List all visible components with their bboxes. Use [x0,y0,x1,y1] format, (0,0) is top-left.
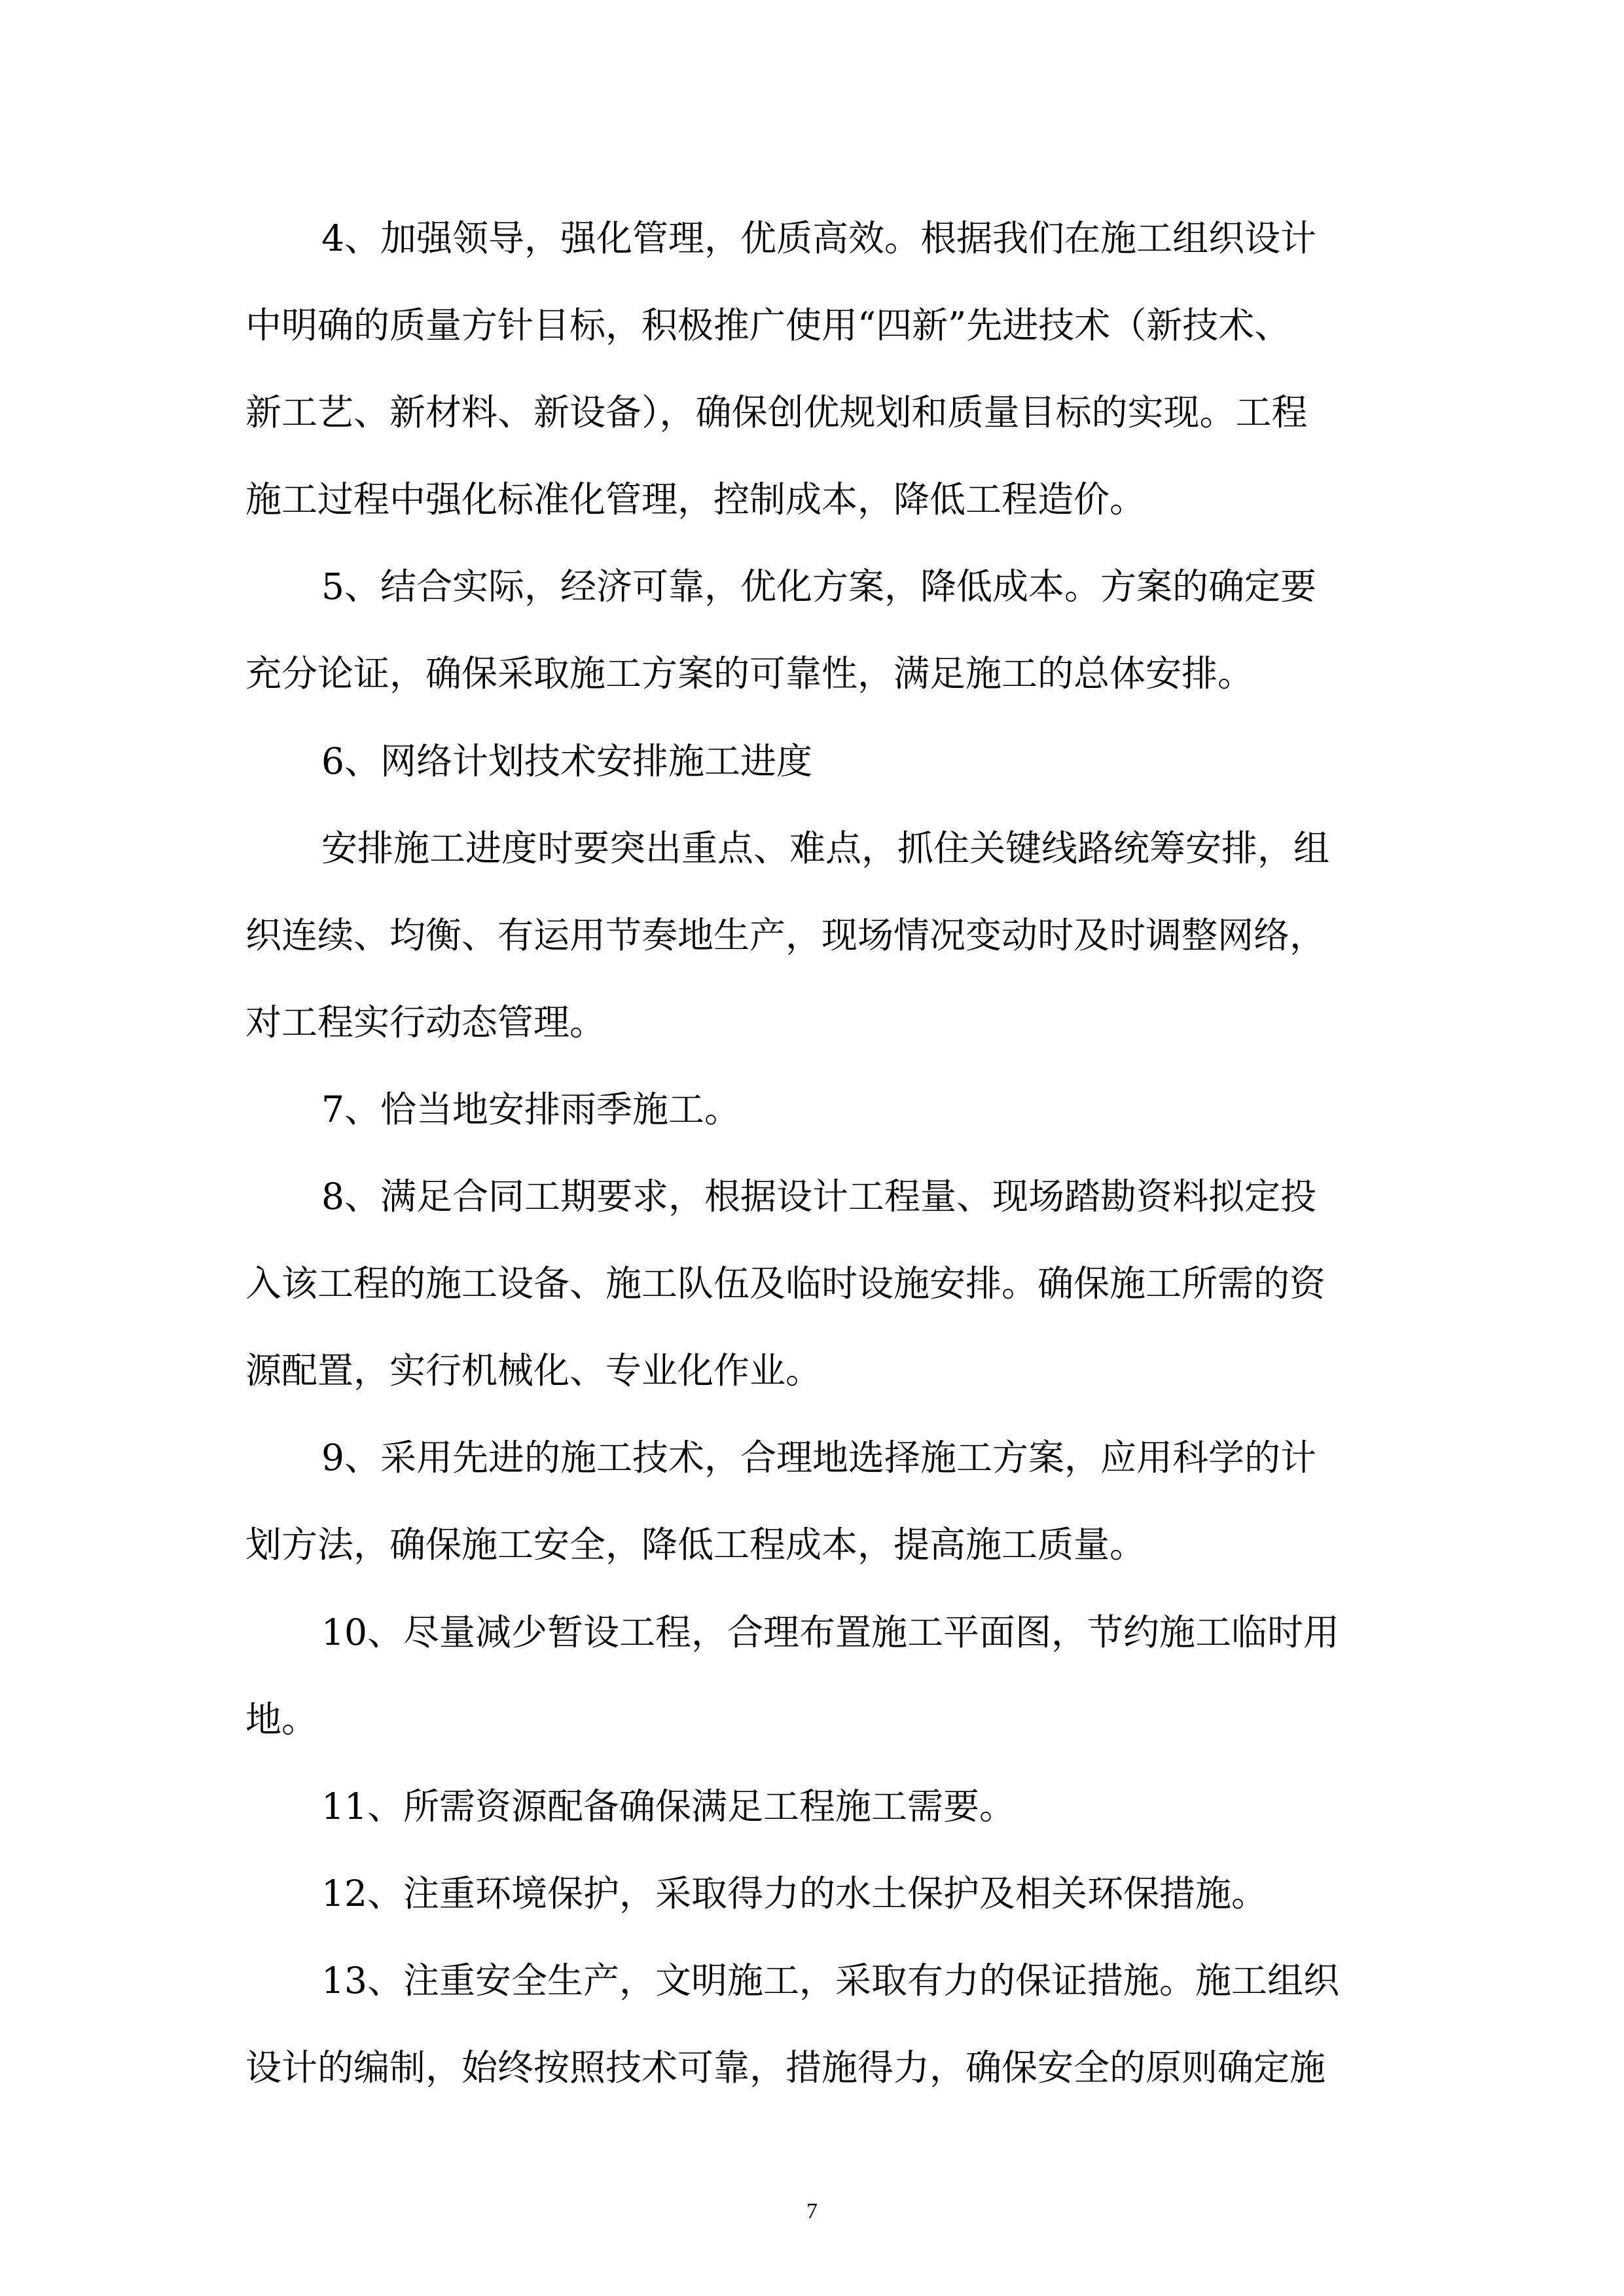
paragraph [245,1414,1384,1588]
paragraph [245,1763,1384,1850]
text-line: 织连续、均衡、有运用节奏地生产，现场情况变动时及时调整网络， [245,914,1326,956]
text-line: 地。 [245,1698,318,1740]
text-line: 新工艺、新材料、新设备），确保创优规划和质量目标的实现。工程 [245,391,1308,434]
paragraph [245,718,1384,805]
paragraph [245,195,1384,543]
text-line: 8、满足合同工期要求，根据设计工程量、现场踏勘资料拟定投 [321,1175,1316,1218]
text-line: 划方法，确保施工安全，降低工程成本，提高施工质量。 [245,1524,1146,1566]
paragraph [245,1153,1384,1414]
text-line: 10、尽量减少暂设工程，合理布置施工平面图，节约施工临时用 [321,1611,1339,1653]
document-body [245,195,1384,2111]
paragraph [245,1066,1384,1153]
paragraph [245,1850,1384,1937]
paragraph [245,805,1384,1066]
text-line: 13、注重安全生产，文明施工，采取有力的保证措施。施工组织 [321,1959,1339,2001]
text-line: 中明确的质量方针目标，积极推广使用“四新”先进技术（新技术、 [245,304,1291,347]
text-line: 充分论证，确保采取施工方案的可靠性，满足施工的总体安排。 [245,653,1254,695]
text-line: 对工程实行动态管理。 [245,1001,606,1043]
paragraph [245,1937,1384,2111]
text-line: 6、网络计划技术安排施工进度 [321,740,812,782]
text-line: 源配置，实行机械化、专业化作业。 [245,1350,822,1392]
text-line: 7、恰当地安排雨季施工。 [321,1088,740,1130]
text-line: 11、所需资源配备确保满足工程施工需要。 [321,1785,1015,1827]
text-line: 4、加强领导，强化管理，优质高效。根据我们在施工组织设计 [321,217,1316,259]
text-line: 施工过程中强化标准化管理，控制成本，降低工程造价。 [245,478,1146,521]
page-number: 7 [806,2199,818,2223]
paragraph [245,543,1384,717]
text-line: 入该工程的施工设备、施工队伍及临时设施安排。确保施工所需的资 [245,1263,1326,1305]
paragraph [245,1589,1384,1763]
text-line: 12、注重环境保护，采取得力的水土保护及相关环保措施。 [321,1872,1267,1914]
text-line: 5、结合实际，经济可靠，优化方案，降低成本。方案的确定要 [321,565,1316,608]
text-line: 设计的编制，始终按照技术可靠，措施得力，确保安全的原则确定施 [245,2046,1326,2089]
text-line: 安排施工进度时要突出重点、难点，抓住关键线路统筹安排，组 [321,827,1330,869]
text-line: 9、采用先进的施工技术，合理地选择施工方案，应用科学的计 [321,1437,1316,1479]
